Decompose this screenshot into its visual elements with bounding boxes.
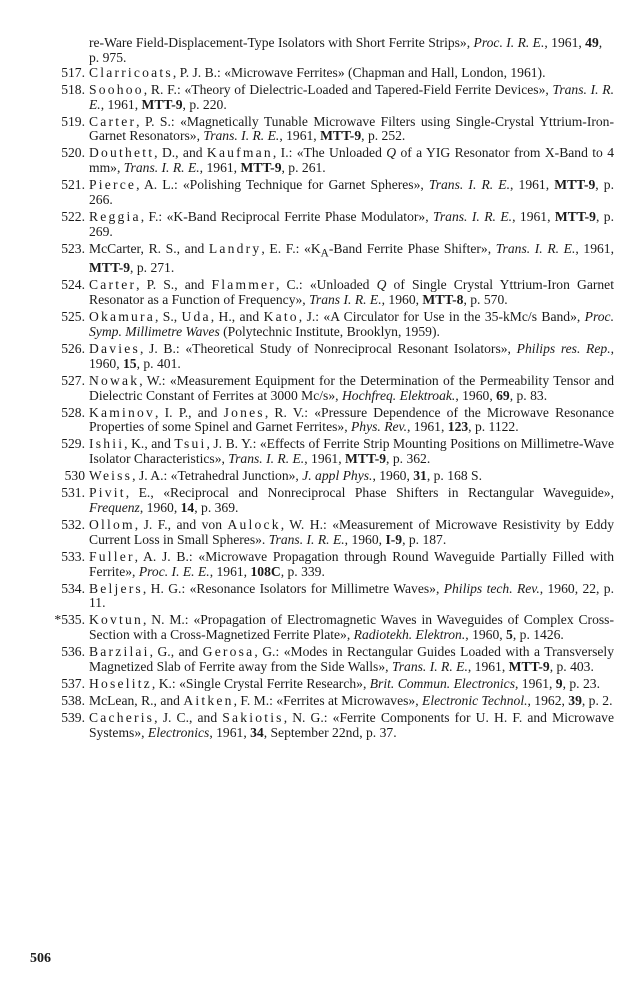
- author-name: Flammer: [211, 277, 276, 293]
- journal-title: Trans I. R. E.: [309, 292, 382, 308]
- reference-text: McCarter, R. S., and: [89, 240, 209, 256]
- reference-text: , p. 403.: [549, 659, 594, 675]
- reference-text: , 1960, 22, p. 11.: [89, 580, 614, 611]
- reference-text: , A. J. B.: «Microwave Propagation through Round Waveguide Partially Filled with Ferrite»,: [89, 548, 614, 579]
- reference-entry: [61, 436, 614, 467]
- reference-entry: [61, 404, 614, 436]
- reference-text: , p. 401.: [136, 355, 181, 371]
- author-name: Hoselitz: [89, 675, 152, 691]
- journal-title: Frequenz: [89, 500, 140, 515]
- journal-title: Trans. I. R. E.: [203, 128, 280, 144]
- reference-number: 538.: [61, 692, 85, 708]
- reference-text: , J. B.: «Theoretical Study of Nonreciprocal Resonant Isolators»,: [139, 340, 517, 356]
- reference-text: , I. P., and: [155, 404, 224, 420]
- reference-text: , p. 570.: [463, 292, 508, 308]
- volume-number: I-9: [385, 531, 403, 547]
- reference-text: , E., «Reciprocal and Nonreciprocal Phase Shifters in Rectangular Waveguide»,: [125, 485, 614, 501]
- reference-text: , A. L.: «Polishing Technique for Garnet Spheres»,: [136, 177, 429, 193]
- reference-text: , 1960,: [344, 531, 386, 547]
- reference-number: 534.: [61, 580, 85, 596]
- reference-number: 532.: [61, 516, 85, 532]
- author-name: Davies: [89, 340, 140, 356]
- reference-text: , D., and: [154, 145, 207, 161]
- continuation-pages: , p. 975.: [89, 35, 603, 65]
- reference-number: *535.: [54, 612, 85, 628]
- author-name: Ishii: [89, 436, 125, 452]
- reference-text: , R. V.: «Pressure Dependence of the Microwave Resonance Properties of some Spinel and Garnet Ferrites»,: [89, 404, 614, 435]
- reference-entry: [61, 309, 614, 340]
- continuation-text: re-Ware Field-Displacement-Type Isolators with Short Ferrite Strips»,: [89, 35, 474, 50]
- reference-number: 519.: [61, 113, 85, 129]
- reference-number: 522.: [61, 208, 85, 224]
- reference-text: , 1960,: [89, 340, 614, 371]
- reference-text: , p. 339.: [280, 563, 325, 579]
- reference-text: , p. 271.: [130, 260, 175, 276]
- author-name: Clarricoats: [89, 64, 173, 80]
- author-name: Aulock: [227, 516, 281, 532]
- reference-text: , J. F., and von: [134, 516, 228, 532]
- author-name: Landry: [208, 240, 262, 256]
- journal-title: Trans. I. R. E.: [391, 659, 468, 675]
- reference-text: , F.: «K-Band Reciprocal Ferrite Phase Modulator»,: [140, 208, 434, 224]
- reference-text: , 1961,: [575, 240, 614, 256]
- author-name: Aitken: [183, 692, 234, 708]
- reference-entry: [61, 516, 614, 548]
- reference-text: , K.: «Single Crystal Ferrite Research»,: [151, 675, 370, 691]
- reference-text: , p. 168 S.: [426, 468, 482, 484]
- reference-entries: [0, 66, 644, 741]
- journal-title: Trans. I. R. E.: [123, 160, 200, 176]
- reference-text: , 1961,: [515, 675, 556, 691]
- journal-title: Trans. I. R. E.: [89, 81, 614, 112]
- reference-text: , N. M.: «Propagation of Electromagnetic Waves in Waveguides of Complex Cross-Section with a Cross-Magnetized Ferrite Plate»,: [89, 612, 614, 643]
- journal-title: Trans. I. R. E.: [268, 531, 345, 547]
- reference-text: , E. F.: «K: [261, 240, 321, 256]
- reference-text: , p. 269.: [89, 208, 614, 239]
- reference-text: , P. J. B.: «Microwave Ferrites» (Chapman and Hall, London, 1961).: [172, 64, 546, 80]
- reference-text: , p. 369.: [194, 500, 239, 515]
- author-name: Beljers: [89, 580, 143, 596]
- journal-title: Q: [386, 145, 397, 161]
- journal-title: Q: [376, 277, 387, 293]
- journal-title: Brit. Commun. Electronics: [369, 675, 515, 691]
- author-name: Cacheris: [89, 709, 155, 725]
- volume-number: MTT-9: [554, 208, 596, 224]
- reference-number: 529.: [61, 436, 85, 452]
- reference-text: , 1961,: [209, 563, 251, 579]
- volume-number: 39: [568, 692, 582, 708]
- continuation-journal: Proc. I. R. E.: [473, 35, 545, 50]
- reference-text: , p. 252.: [361, 128, 406, 144]
- reference-number: 528.: [61, 404, 85, 420]
- reference-text: , I.: «The Unloaded: [272, 145, 387, 161]
- reference-text: , p. 362.: [386, 451, 431, 467]
- reference-entry: [61, 208, 614, 240]
- reference-text: of a YIG Resonator from X-Band to 4 mm»,: [89, 145, 614, 176]
- reference-text: , p. 261.: [281, 160, 326, 176]
- reference-text: , P. S.: «Magnetically Tunable Microwave Filters using Single-Crystal Yttrium-Iron-Garnet Resonators»,: [89, 113, 614, 144]
- reference-continuation: [89, 36, 614, 66]
- reference-number: 525.: [61, 309, 85, 325]
- author-name: Weiss: [89, 468, 133, 484]
- reference-text: , N. G.: «Ferrite Components for U. H. F. and Microwave Systems»,: [89, 709, 615, 740]
- author-name: Carter: [89, 113, 137, 129]
- reference-number: 536.: [61, 644, 85, 660]
- reference-text: , 1961,: [512, 208, 555, 224]
- journal-title: Phys. Rev.: [351, 419, 407, 435]
- reference-text: , 1961,: [406, 419, 448, 435]
- reference-number: 539.: [61, 709, 85, 725]
- reference-text: , 1961,: [279, 128, 321, 144]
- reference-text: , W. H.: «Measurement of Microwave Resistivity by Eddy Current Loss in Small Spheres».: [89, 516, 614, 547]
- reference-entry: [61, 113, 614, 145]
- reference-entry: [61, 485, 614, 516]
- journal-title: Hochfreq. Elektroak.: [341, 387, 456, 403]
- volume-number: 5: [506, 627, 513, 643]
- reference-text: , K., and: [124, 436, 175, 452]
- reference-text: , J.: «A Circulator for Use in the 35-kMc/s Band»,: [298, 309, 585, 325]
- author-name: Kaminov: [89, 404, 155, 420]
- reference-number: 521.: [61, 177, 85, 193]
- author-name: Carter: [89, 277, 137, 293]
- author-name: Nowak: [89, 372, 140, 388]
- reference-text: , 1961,: [209, 724, 251, 740]
- reference-text: , 1960,: [372, 468, 414, 484]
- reference-text: , S.,: [154, 309, 182, 325]
- reference-text: , 1960,: [455, 387, 497, 403]
- author-name: Gerosa: [202, 644, 255, 660]
- reference-text: , 1960,: [465, 627, 507, 643]
- reference-text: , p. 1426.: [512, 627, 564, 643]
- author-name: Kovtun: [89, 612, 143, 628]
- journal-title: Radiotekh. Elektron.: [353, 627, 466, 643]
- reference-number: 524.: [61, 277, 85, 293]
- reference-text: , F. M.: «Ferrites at Microwaves»,: [233, 692, 423, 708]
- author-name: Jones: [223, 404, 265, 420]
- author-name: Tsui: [174, 436, 207, 452]
- reference-text: , 1961,: [304, 451, 345, 467]
- journal-title: Trans. I. R. E.: [228, 451, 305, 467]
- reference-text: , p. 1122.: [468, 419, 519, 435]
- reference-entry: [61, 548, 614, 580]
- reference-list: [0, 36, 644, 741]
- volume-number: MTT-9: [240, 160, 282, 176]
- journal-title: Philips res. Rep.: [516, 340, 611, 356]
- reference-number: 517.: [61, 64, 85, 80]
- continuation-tail: , 1961,: [544, 35, 586, 50]
- volume-number: MTT-9: [89, 260, 131, 276]
- reference-number: 530: [64, 468, 85, 484]
- journal-title: Proc. Symp. Millimetre Waves: [89, 309, 614, 340]
- reference-number: 527.: [61, 372, 85, 388]
- journal-title: Proc. I. E. E.: [138, 563, 210, 579]
- reference-text: , p. 266.: [89, 177, 614, 208]
- reference-entry: [61, 372, 614, 404]
- reference-entry: [61, 709, 615, 741]
- journal-title: Electronics: [147, 724, 210, 740]
- reference-entry: [61, 277, 614, 308]
- author-name: Fuller: [89, 548, 135, 564]
- reference-number: 537.: [61, 675, 85, 691]
- reference-text: , C.: «Unloaded: [275, 277, 377, 293]
- reference-entry: [61, 675, 614, 692]
- journal-title: Philips tech. Rev.: [443, 580, 540, 596]
- continuation-volume: 49: [585, 35, 599, 50]
- reference-entry: [61, 580, 614, 612]
- volume-number: 108C: [250, 563, 281, 579]
- author-name: Barzilai: [89, 644, 150, 660]
- reference-text: , J. B. Y.: «Effects of Ferrite Strip Mounting Positions on Millimetre-Wave Isolator Characteristics»,: [89, 436, 614, 467]
- volume-number: MTT-9: [141, 96, 183, 112]
- reference-text: , p. 2.: [581, 692, 613, 708]
- reference-text: , R. F.: «Theory of Dielectric-Loaded and Tapered-Field Ferrite Devices»,: [143, 81, 553, 97]
- reference-number: 533.: [61, 548, 85, 564]
- reference-text: , 1961,: [510, 177, 555, 193]
- volume-number: MTT-8: [422, 292, 464, 308]
- reference-entry: [61, 644, 614, 675]
- reference-text: , 1960,: [381, 292, 423, 308]
- reference-number: 531.: [61, 485, 85, 501]
- author-name: Kaufman: [206, 145, 273, 161]
- reference-text: , H., and: [210, 309, 264, 325]
- reference-text: A: [320, 247, 329, 260]
- volume-number: MTT-9: [345, 451, 387, 467]
- volume-number: MTT-9: [554, 177, 596, 193]
- reference-text: , G., and: [149, 644, 203, 660]
- journal-title: Electronic Technol.: [422, 692, 528, 708]
- page-number: 506: [30, 951, 51, 966]
- volume-number: 34: [250, 724, 264, 740]
- reference-entry: [54, 612, 614, 643]
- volume-number: 123: [447, 419, 469, 435]
- reference-text: , 1960,: [139, 500, 181, 515]
- reference-entry: [61, 177, 614, 208]
- author-name: Douthett: [89, 145, 155, 161]
- reference-text: , J. A.: «Tetrahedral Junction»,: [132, 468, 303, 484]
- reference-entry: [61, 81, 614, 113]
- reference-text: , G.: «Modes in Rectangular Guides Loaded with a Transversely Magnetized Slab of Ferrite away from the Side Walls»,: [89, 644, 614, 675]
- reference-entry: [61, 145, 614, 176]
- author-name: Ollom: [89, 516, 135, 532]
- reference-text: , 1961,: [100, 96, 142, 112]
- volume-number: 14: [180, 500, 195, 515]
- reference-text: -Band Ferrite Phase Shifter»,: [328, 240, 496, 256]
- journal-title: J. appl Phys.: [302, 468, 373, 484]
- reference-entry: [61, 240, 614, 277]
- reference-entry: [61, 64, 614, 81]
- reference-entry: [64, 468, 614, 484]
- reference-number: 523.: [61, 240, 85, 256]
- reference-text: , September 22nd, p. 37.: [263, 724, 397, 740]
- author-name: Kato: [263, 309, 299, 325]
- volume-number: 15: [122, 355, 137, 371]
- reference-number: 520.: [61, 145, 85, 161]
- author-name: Uda: [181, 309, 211, 325]
- volume-number: MTT-9: [508, 659, 550, 675]
- reference-text: , J. C., and: [154, 709, 223, 725]
- reference-text: , H. G.: «Resonance Isolators for Millimetre Waves»,: [142, 580, 444, 596]
- reference-number: 518.: [61, 81, 85, 97]
- author-name: Sakiotis: [222, 709, 284, 725]
- reference-text: , p. 23.: [562, 675, 600, 691]
- journal-title: Trans. I. R. E.: [428, 177, 510, 193]
- reference-text: , 1962,: [527, 692, 569, 708]
- reference-text: of Single Crystal Yttrium-Iron Garnet Resonator as a Function of Frequency»,: [89, 277, 614, 308]
- volume-number: 9: [555, 675, 563, 691]
- author-name: Reggia: [89, 208, 141, 224]
- reference-text: (Polytechnic Institute, Brooklyn, 1959).: [219, 324, 440, 340]
- reference-number: 526.: [61, 340, 85, 356]
- volume-number: 69: [496, 387, 510, 403]
- journal-title: Trans. I. R. E.: [495, 240, 576, 256]
- reference-text: , P. S., and: [136, 277, 212, 293]
- volume-number: MTT-9: [320, 128, 362, 144]
- author-name: Pivit: [89, 485, 126, 501]
- journal-title: Trans. I. R. E.: [433, 208, 513, 224]
- reference-text: , 1961,: [199, 160, 241, 176]
- reference-text: , p. 220.: [182, 96, 227, 112]
- reference-text: McLean, R., and: [89, 692, 184, 708]
- author-name: Pierce: [89, 177, 137, 193]
- reference-text: , p. 187.: [402, 531, 447, 547]
- reference-text: , W.: «Measurement Equipment for the Determination of the Permeability Tensor and Dielectric Constant of Ferrites at 3000 Mc/s»,: [89, 372, 614, 403]
- reference-text: , p. 83.: [509, 387, 548, 403]
- author-name: Okamura: [89, 309, 155, 325]
- volume-number: 31: [413, 468, 427, 484]
- reference-text: , 1961,: [467, 659, 509, 675]
- author-name: Soohoo: [89, 81, 144, 97]
- reference-entry: [61, 340, 614, 372]
- reference-entry: [61, 692, 614, 709]
